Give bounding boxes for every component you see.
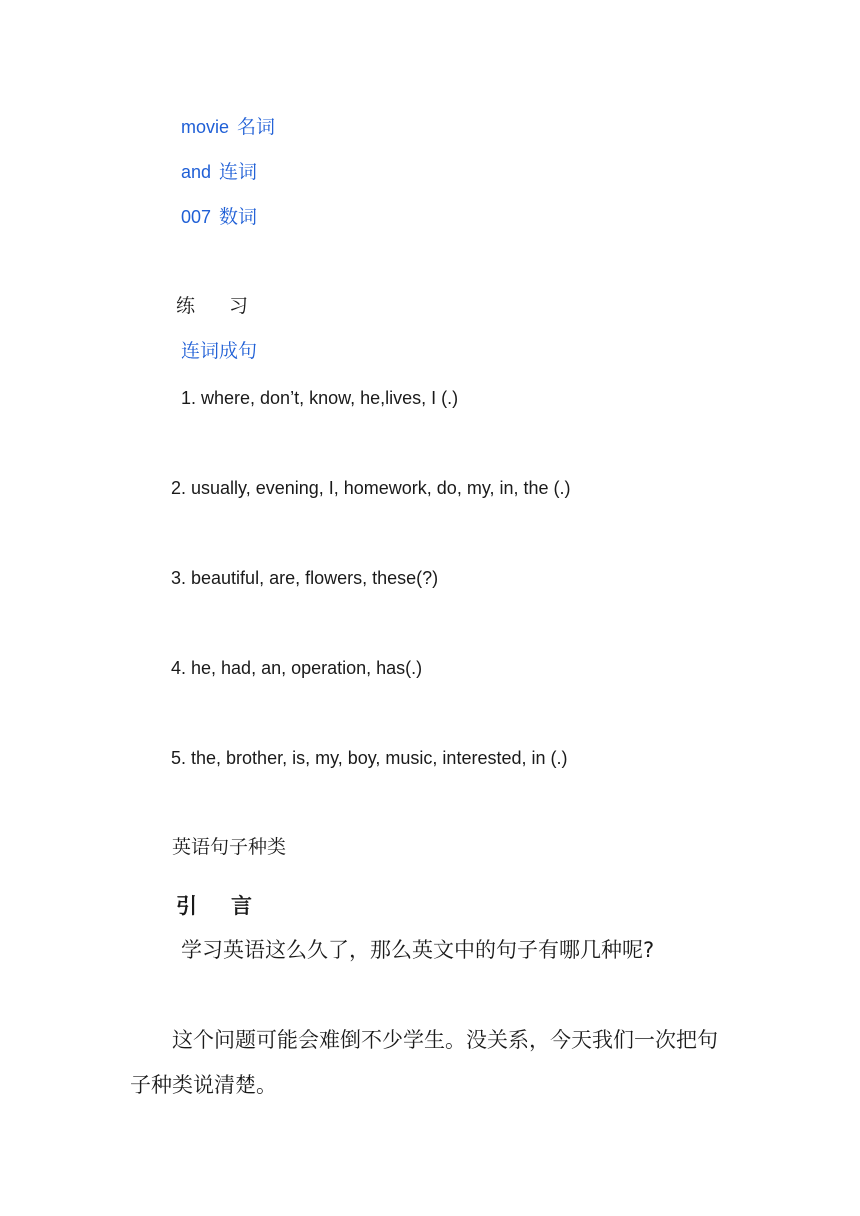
vocab-pos: 名词: [237, 116, 276, 138]
vocab-word: and: [181, 162, 212, 182]
section-title: 英语句子种类: [172, 836, 287, 858]
intro-heading-char-2: 言: [231, 894, 252, 918]
intro-heading-char-1: 引: [176, 894, 197, 918]
intro-question: 学习英语这么久了，那么英文中的句子有哪几种呢?: [181, 938, 655, 962]
practice-subtitle: 连词成句: [181, 340, 258, 362]
vocab-word: 007: [181, 207, 212, 227]
vocab-pos: 连词: [219, 161, 258, 183]
practice-item-4: 4. he, had, an, operation, has(.): [171, 658, 423, 678]
practice-item-2: 2. usually, evening, I, homework, do, my, in, the (.): [171, 478, 571, 498]
intro-paragraph-line-2: 子种类说清楚。: [130, 1073, 277, 1097]
practice-heading-char-2: 习: [229, 295, 249, 317]
intro-heading: [176, 896, 252, 917]
vocab-word: movie: [181, 117, 230, 137]
practice-heading: [176, 297, 248, 316]
vocab-item-movie: [181, 118, 275, 137]
practice-item-3: 3. beautiful, are, flowers, these(?): [171, 568, 439, 588]
vocab-item-and: [181, 163, 257, 182]
intro-paragraph-line-1: 这个问题可能会难倒不少学生。没关系，今天我们一次把句: [172, 1028, 718, 1052]
practice-item-5: 5. the, brother, is, my, boy, music, interested, in (.): [171, 748, 568, 768]
practice-item-1: 1. where, don’t, know, he,lives, I (.): [181, 388, 459, 408]
vocab-pos: 数词: [219, 206, 258, 228]
vocab-item-007: [181, 208, 257, 227]
practice-heading-char-1: 练: [176, 295, 196, 317]
